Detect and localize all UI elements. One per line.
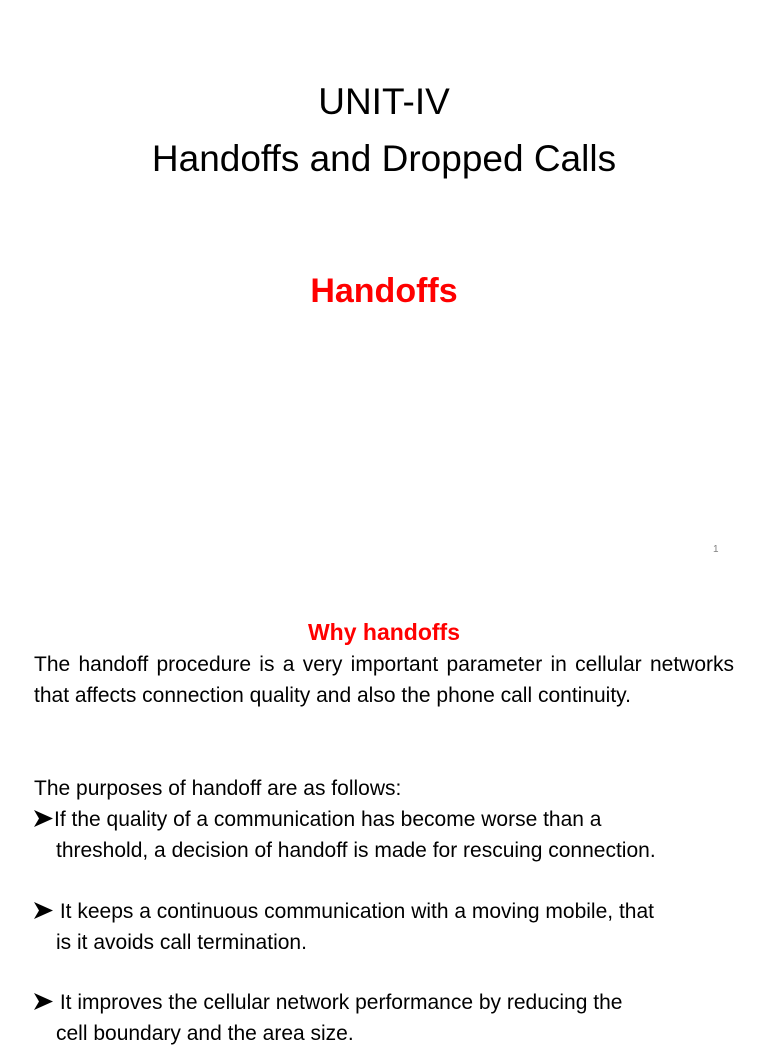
arrow-bullet-icon (34, 804, 54, 827)
bullet-2-line-2: is it avoids call termination. (56, 931, 307, 954)
bullet-2-line-1: It keeps a continuous communication with a moving mobile, that (54, 900, 654, 923)
bullet-item-2 (34, 896, 734, 958)
intro-paragraph: The handoff procedure is a very important parameter in cellular networks that affects connection quality and also the phone call continuity. (34, 653, 734, 707)
slide-subtitle: Handoffs (310, 272, 458, 310)
bullet-3-line-2: cell boundary and the area size. (56, 1022, 354, 1045)
section-heading: Why handoffs (307, 619, 461, 645)
slide-title-line-1: UNIT-IV (318, 81, 450, 122)
slide-2 (0, 576, 768, 1045)
bullet-item-1 (34, 804, 734, 866)
slide-title-line-2: Handoffs and Dropped Calls (151, 138, 617, 179)
bullet-3-line-1: It improves the cellular network performance by reducing the (54, 991, 623, 1014)
arrow-bullet-icon (34, 987, 54, 1010)
bullet-1-line-2: threshold, a decision of handoff is made for rescuing connection. (56, 839, 656, 862)
page-number: 1 (713, 544, 719, 555)
arrow-bullet-icon (34, 896, 54, 919)
purposes-lead: The purposes of handoff are as follows: (34, 777, 402, 800)
bullet-1-line-1: If the quality of a communication has become worse than a (54, 808, 602, 831)
bullet-item-3 (34, 987, 734, 1049)
